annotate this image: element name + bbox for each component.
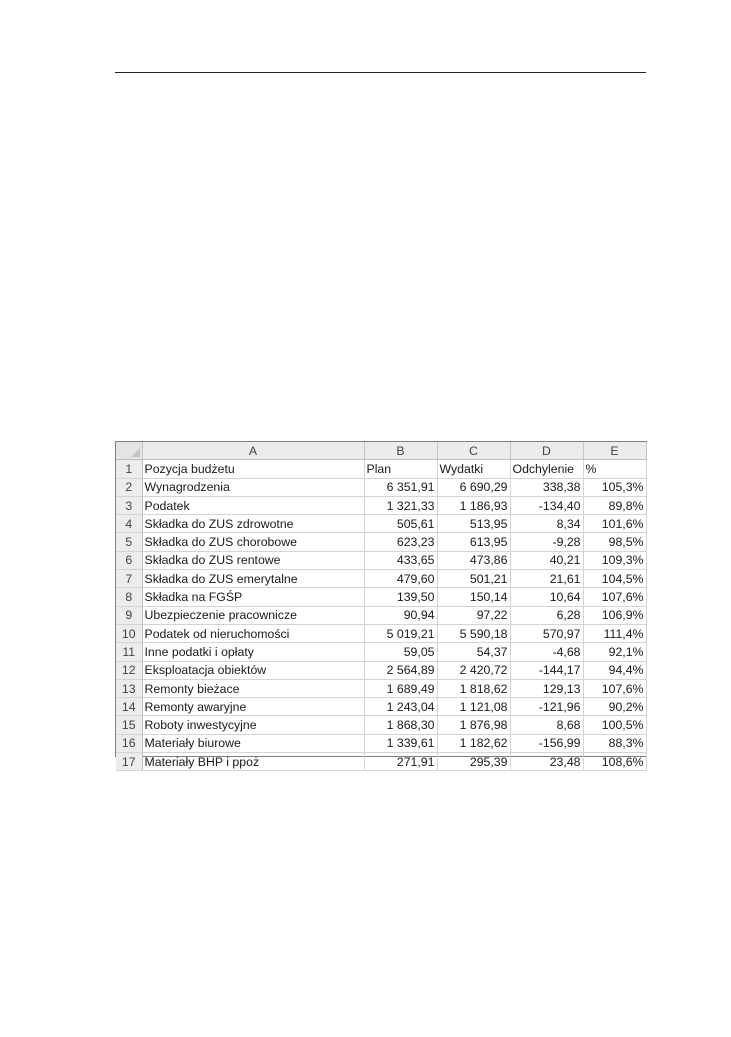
cell-b[interactable]: 623,23 [364,533,437,551]
cell-c[interactable]: 150,14 [437,588,510,606]
row-number[interactable]: 7 [116,570,142,588]
cell-a[interactable]: Pozycja budżetu [142,460,364,478]
spreadsheet-screenshot [115,441,647,769]
cell-d[interactable]: 23,48 [510,753,583,771]
row-number[interactable]: 13 [116,679,142,697]
cell-b[interactable]: 2 564,89 [364,661,437,679]
cell-a[interactable]: Ubezpieczenie pracownicze [142,606,364,624]
column-header-row [116,442,646,460]
cell-d[interactable]: -144,17 [510,661,583,679]
row-number[interactable]: 5 [116,533,142,551]
cell-c[interactable]: 1 121,08 [437,698,510,716]
cell-a[interactable]: Remonty bieżace [142,679,364,697]
row-number[interactable]: 12 [116,661,142,679]
table-row [116,624,646,642]
cell-a[interactable]: Materiały biurowe [142,734,364,752]
cell-b[interactable]: 1 243,04 [364,698,437,716]
cell-a[interactable]: Podatek od nieruchomości [142,624,364,642]
cell-b[interactable]: 1 689,49 [364,679,437,697]
cell-d[interactable]: 21,61 [510,570,583,588]
cell-a[interactable]: Podatek [142,496,364,514]
table-row [116,661,646,679]
cell-c[interactable]: 6 690,29 [437,478,510,496]
cell-b[interactable]: 6 351,91 [364,478,437,496]
cell-b[interactable]: 90,94 [364,606,437,624]
table-row [116,478,646,496]
cell-b[interactable]: 139,50 [364,588,437,606]
table-row [116,753,646,771]
cell-d[interactable]: -4,68 [510,643,583,661]
row-number[interactable]: 10 [116,624,142,642]
table-row [116,460,646,478]
table-row [116,698,646,716]
table-row [116,716,646,734]
cell-e[interactable]: 107,6% [583,679,646,697]
cell-d[interactable]: -121,96 [510,698,583,716]
cell-c[interactable]: 1 186,93 [437,496,510,514]
row-number[interactable]: 15 [116,716,142,734]
column-header-a[interactable]: A [142,442,364,460]
cell-d[interactable]: 10,64 [510,588,583,606]
cell-a[interactable]: Eksploatacja obiektów [142,661,364,679]
cell-d[interactable]: 129,13 [510,679,583,697]
table-row [116,588,646,606]
cell-a[interactable]: Roboty inwestycyjne [142,716,364,734]
cell-e[interactable]: 90,2% [583,698,646,716]
row-number[interactable]: 4 [116,515,142,533]
cell-e[interactable]: 109,3% [583,551,646,569]
cell-b[interactable]: 59,05 [364,643,437,661]
table-row [116,570,646,588]
cell-b[interactable]: 479,60 [364,570,437,588]
cell-a[interactable]: Składka do ZUS zdrowotne [142,515,364,533]
cell-b[interactable]: 1 868,30 [364,716,437,734]
column-header-e[interactable]: E [583,442,646,460]
cell-b[interactable]: 1 321,33 [364,496,437,514]
cell-a[interactable]: Składka do ZUS chorobowe [142,533,364,551]
cell-e[interactable]: % [583,460,646,478]
cell-c[interactable]: 2 420,72 [437,661,510,679]
cell-c[interactable]: 501,21 [437,570,510,588]
cell-e[interactable]: 108,6% [583,753,646,771]
table-row [116,643,646,661]
cell-e[interactable]: 94,4% [583,661,646,679]
cell-e[interactable]: 106,9% [583,606,646,624]
cell-c[interactable]: 97,22 [437,606,510,624]
cell-e[interactable]: 92,1% [583,643,646,661]
cell-c[interactable]: 513,95 [437,515,510,533]
row-number[interactable]: 17 [116,753,142,771]
cell-c[interactable]: 473,86 [437,551,510,569]
cell-e[interactable]: 105,3% [583,478,646,496]
cell-a[interactable]: Inne podatki i opłaty [142,643,364,661]
table-row [116,496,646,514]
cell-b[interactable]: 1 339,61 [364,734,437,752]
cell-c[interactable]: 1 818,62 [437,679,510,697]
select-all-triangle-icon [131,448,140,457]
cell-d[interactable]: 8,34 [510,515,583,533]
row-number[interactable]: 2 [116,478,142,496]
row-number[interactable]: 8 [116,588,142,606]
cell-a[interactable]: Wynagrodzenia [142,478,364,496]
column-header-b[interactable]: B [364,442,437,460]
cell-c[interactable]: 295,39 [437,753,510,771]
table-row [116,679,646,697]
cell-e[interactable]: 88,3% [583,734,646,752]
spreadsheet-grid [116,442,647,771]
row-number[interactable]: 6 [116,551,142,569]
cell-e[interactable]: 111,4% [583,624,646,642]
cell-e[interactable]: 98,5% [583,533,646,551]
table-row [116,734,646,752]
page-header-rule [115,72,646,73]
cell-e[interactable]: 101,6% [583,515,646,533]
cell-a[interactable]: Składka do ZUS emerytalne [142,570,364,588]
row-number[interactable]: 3 [116,496,142,514]
cell-d[interactable]: 6,28 [510,606,583,624]
cell-c[interactable]: Wydatki [437,460,510,478]
cell-d[interactable]: -156,99 [510,734,583,752]
row-number[interactable]: 9 [116,606,142,624]
row-number[interactable]: 11 [116,643,142,661]
table-row [116,533,646,551]
cell-e[interactable]: 107,6% [583,588,646,606]
cell-c[interactable]: 1 876,98 [437,716,510,734]
cell-b[interactable]: Plan [364,460,437,478]
cell-b[interactable]: 271,91 [364,753,437,771]
cell-a[interactable]: Materiały BHP i ppoż [142,753,364,771]
select-all-corner[interactable] [116,442,142,460]
row-number[interactable]: 1 [116,460,142,478]
cell-d[interactable]: 40,21 [510,551,583,569]
cell-b[interactable]: 505,61 [364,515,437,533]
cell-d[interactable]: 338,38 [510,478,583,496]
cell-a[interactable]: Remonty awaryjne [142,698,364,716]
column-header-d[interactable]: D [510,442,583,460]
row-number[interactable]: 16 [116,734,142,752]
cell-d[interactable]: Odchylenie [510,460,583,478]
cell-a[interactable]: Składka do ZUS rentowe [142,551,364,569]
cell-c[interactable]: 1 182,62 [437,734,510,752]
column-header-c[interactable]: C [437,442,510,460]
table-row [116,551,646,569]
cell-d[interactable]: 570,97 [510,624,583,642]
table-row [116,606,646,624]
cell-d[interactable]: -134,40 [510,496,583,514]
cell-d[interactable]: 8,68 [510,716,583,734]
cell-e[interactable]: 104,5% [583,570,646,588]
cell-e[interactable]: 89,8% [583,496,646,514]
cell-a[interactable]: Składka na FGŚP [142,588,364,606]
cell-c[interactable]: 5 590,18 [437,624,510,642]
cell-b[interactable]: 5 019,21 [364,624,437,642]
table-row [116,515,646,533]
row-number[interactable]: 14 [116,698,142,716]
cell-c[interactable]: 54,37 [437,643,510,661]
cell-d[interactable]: -9,28 [510,533,583,551]
cell-c[interactable]: 613,95 [437,533,510,551]
cell-e[interactable]: 100,5% [583,716,646,734]
cell-b[interactable]: 433,65 [364,551,437,569]
